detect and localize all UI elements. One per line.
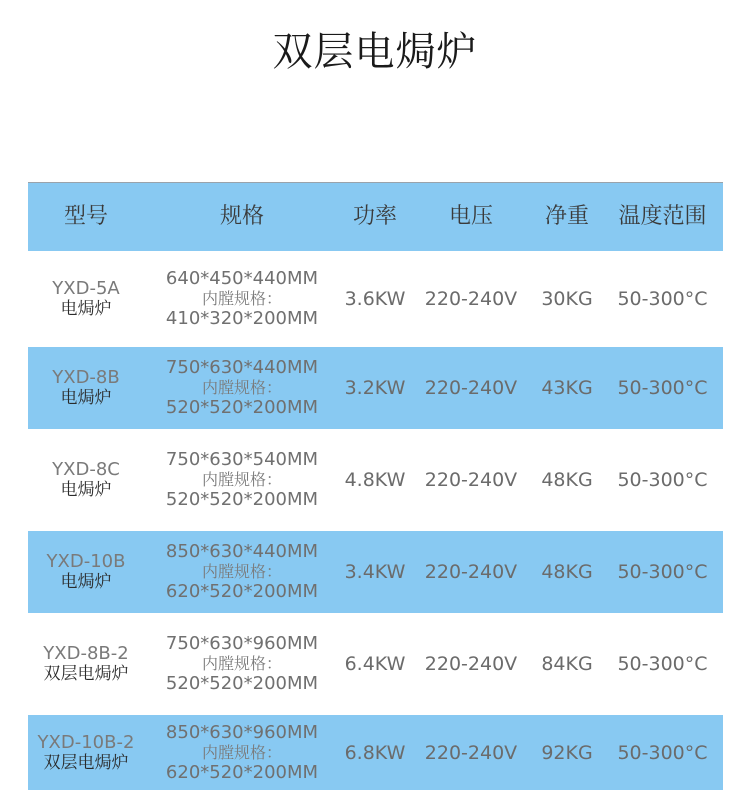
page-title: 双层电焗炉 [272, 29, 478, 75]
spec-cell [144, 634, 340, 694]
weight-cell: 43KG [541, 377, 593, 399]
voltage-cell: 220-240V [424, 469, 518, 491]
weight-cell: 48KG [541, 469, 593, 491]
inner-label: 内膛规格： [201, 470, 282, 489]
table-row [28, 715, 723, 790]
inner-label: 内膛规格： [201, 378, 282, 397]
voltage-cell: 220-240V [424, 377, 518, 399]
outer-size: 850*630*440MM [165, 541, 319, 562]
model-name: 电焗炉 [60, 480, 112, 500]
weight-cell: 48KG [541, 561, 593, 583]
power-cell: 3.2KW [344, 377, 406, 399]
weight-cell: 30KG [541, 288, 593, 310]
spec-cell [144, 450, 340, 510]
header-voltage: 电压 [448, 204, 493, 229]
inner-label: 内膛规格： [201, 289, 282, 308]
model-code: YXD-8B [52, 367, 120, 388]
model-cell [28, 551, 144, 593]
spec-cell [144, 542, 340, 602]
model-code: YXD-5A [52, 278, 120, 299]
spec-cell [144, 269, 340, 329]
inner-size: 620*520*200MM [165, 581, 319, 602]
header-model: 型号 [63, 204, 108, 229]
outer-size: 750*630*960MM [165, 633, 319, 654]
header-temp: 温度范围 [618, 204, 707, 229]
model-cell [28, 278, 144, 320]
header-power: 功率 [352, 204, 397, 229]
model-code: YXD-10B-2 [37, 731, 135, 753]
power-cell: 6.8KW [344, 741, 406, 764]
voltage-cell: 220-240V [424, 741, 518, 764]
power-cell: 3.6KW [344, 288, 406, 310]
inner-size: 520*520*200MM [165, 397, 319, 418]
voltage-cell: 220-240V [424, 288, 518, 310]
model-name: 双层电焗炉 [43, 664, 129, 684]
model-name: 电焗炉 [60, 572, 112, 592]
table-row [28, 347, 723, 429]
spec-table [28, 182, 723, 790]
temp-cell: 50-300°C [617, 377, 708, 399]
model-cell [28, 643, 144, 685]
temp-cell: 50-300°C [617, 653, 708, 675]
model-name: 电焗炉 [60, 299, 112, 319]
inner-size: 620*520*200MM [165, 761, 319, 783]
table-row [28, 251, 723, 347]
temp-cell: 50-300°C [617, 469, 708, 491]
outer-size: 750*630*540MM [165, 449, 319, 470]
inner-label: 内膛规格： [201, 742, 282, 762]
inner-label: 内膛规格： [201, 654, 282, 673]
header-spec: 规格 [219, 204, 264, 229]
inner-size: 410*320*200MM [165, 308, 319, 329]
weight-cell: 84KG [541, 653, 593, 675]
temp-cell: 50-300°C [617, 288, 708, 310]
model-name: 双层电焗炉 [43, 752, 129, 773]
model-cell [28, 732, 144, 774]
model-code: YXD-8C [52, 459, 120, 480]
outer-size: 750*630*440MM [165, 357, 319, 378]
table-row [28, 531, 723, 613]
temp-cell: 50-300°C [617, 741, 708, 764]
model-name: 电焗炉 [60, 388, 112, 408]
power-cell: 3.4KW [344, 561, 406, 583]
header-weight: 净重 [544, 204, 589, 229]
power-cell: 6.4KW [344, 653, 406, 675]
spec-cell [144, 358, 340, 418]
outer-size: 640*450*440MM [165, 268, 319, 289]
table-row [28, 613, 723, 715]
table-row [28, 429, 723, 531]
power-cell: 4.8KW [344, 469, 406, 491]
voltage-cell: 220-240V [424, 561, 518, 583]
spec-cell [144, 723, 340, 783]
model-code: YXD-8B-2 [43, 643, 129, 664]
outer-size: 850*630*960MM [165, 721, 319, 743]
table-header-row [28, 183, 723, 251]
weight-cell: 92KG [541, 741, 593, 764]
inner-size: 520*520*200MM [165, 489, 319, 510]
voltage-cell: 220-240V [424, 653, 518, 675]
model-code: YXD-10B [46, 551, 126, 572]
inner-label: 内膛规格： [201, 562, 282, 581]
model-cell [28, 459, 144, 501]
inner-size: 520*520*200MM [165, 673, 319, 694]
model-cell [28, 367, 144, 409]
temp-cell: 50-300°C [617, 561, 708, 583]
